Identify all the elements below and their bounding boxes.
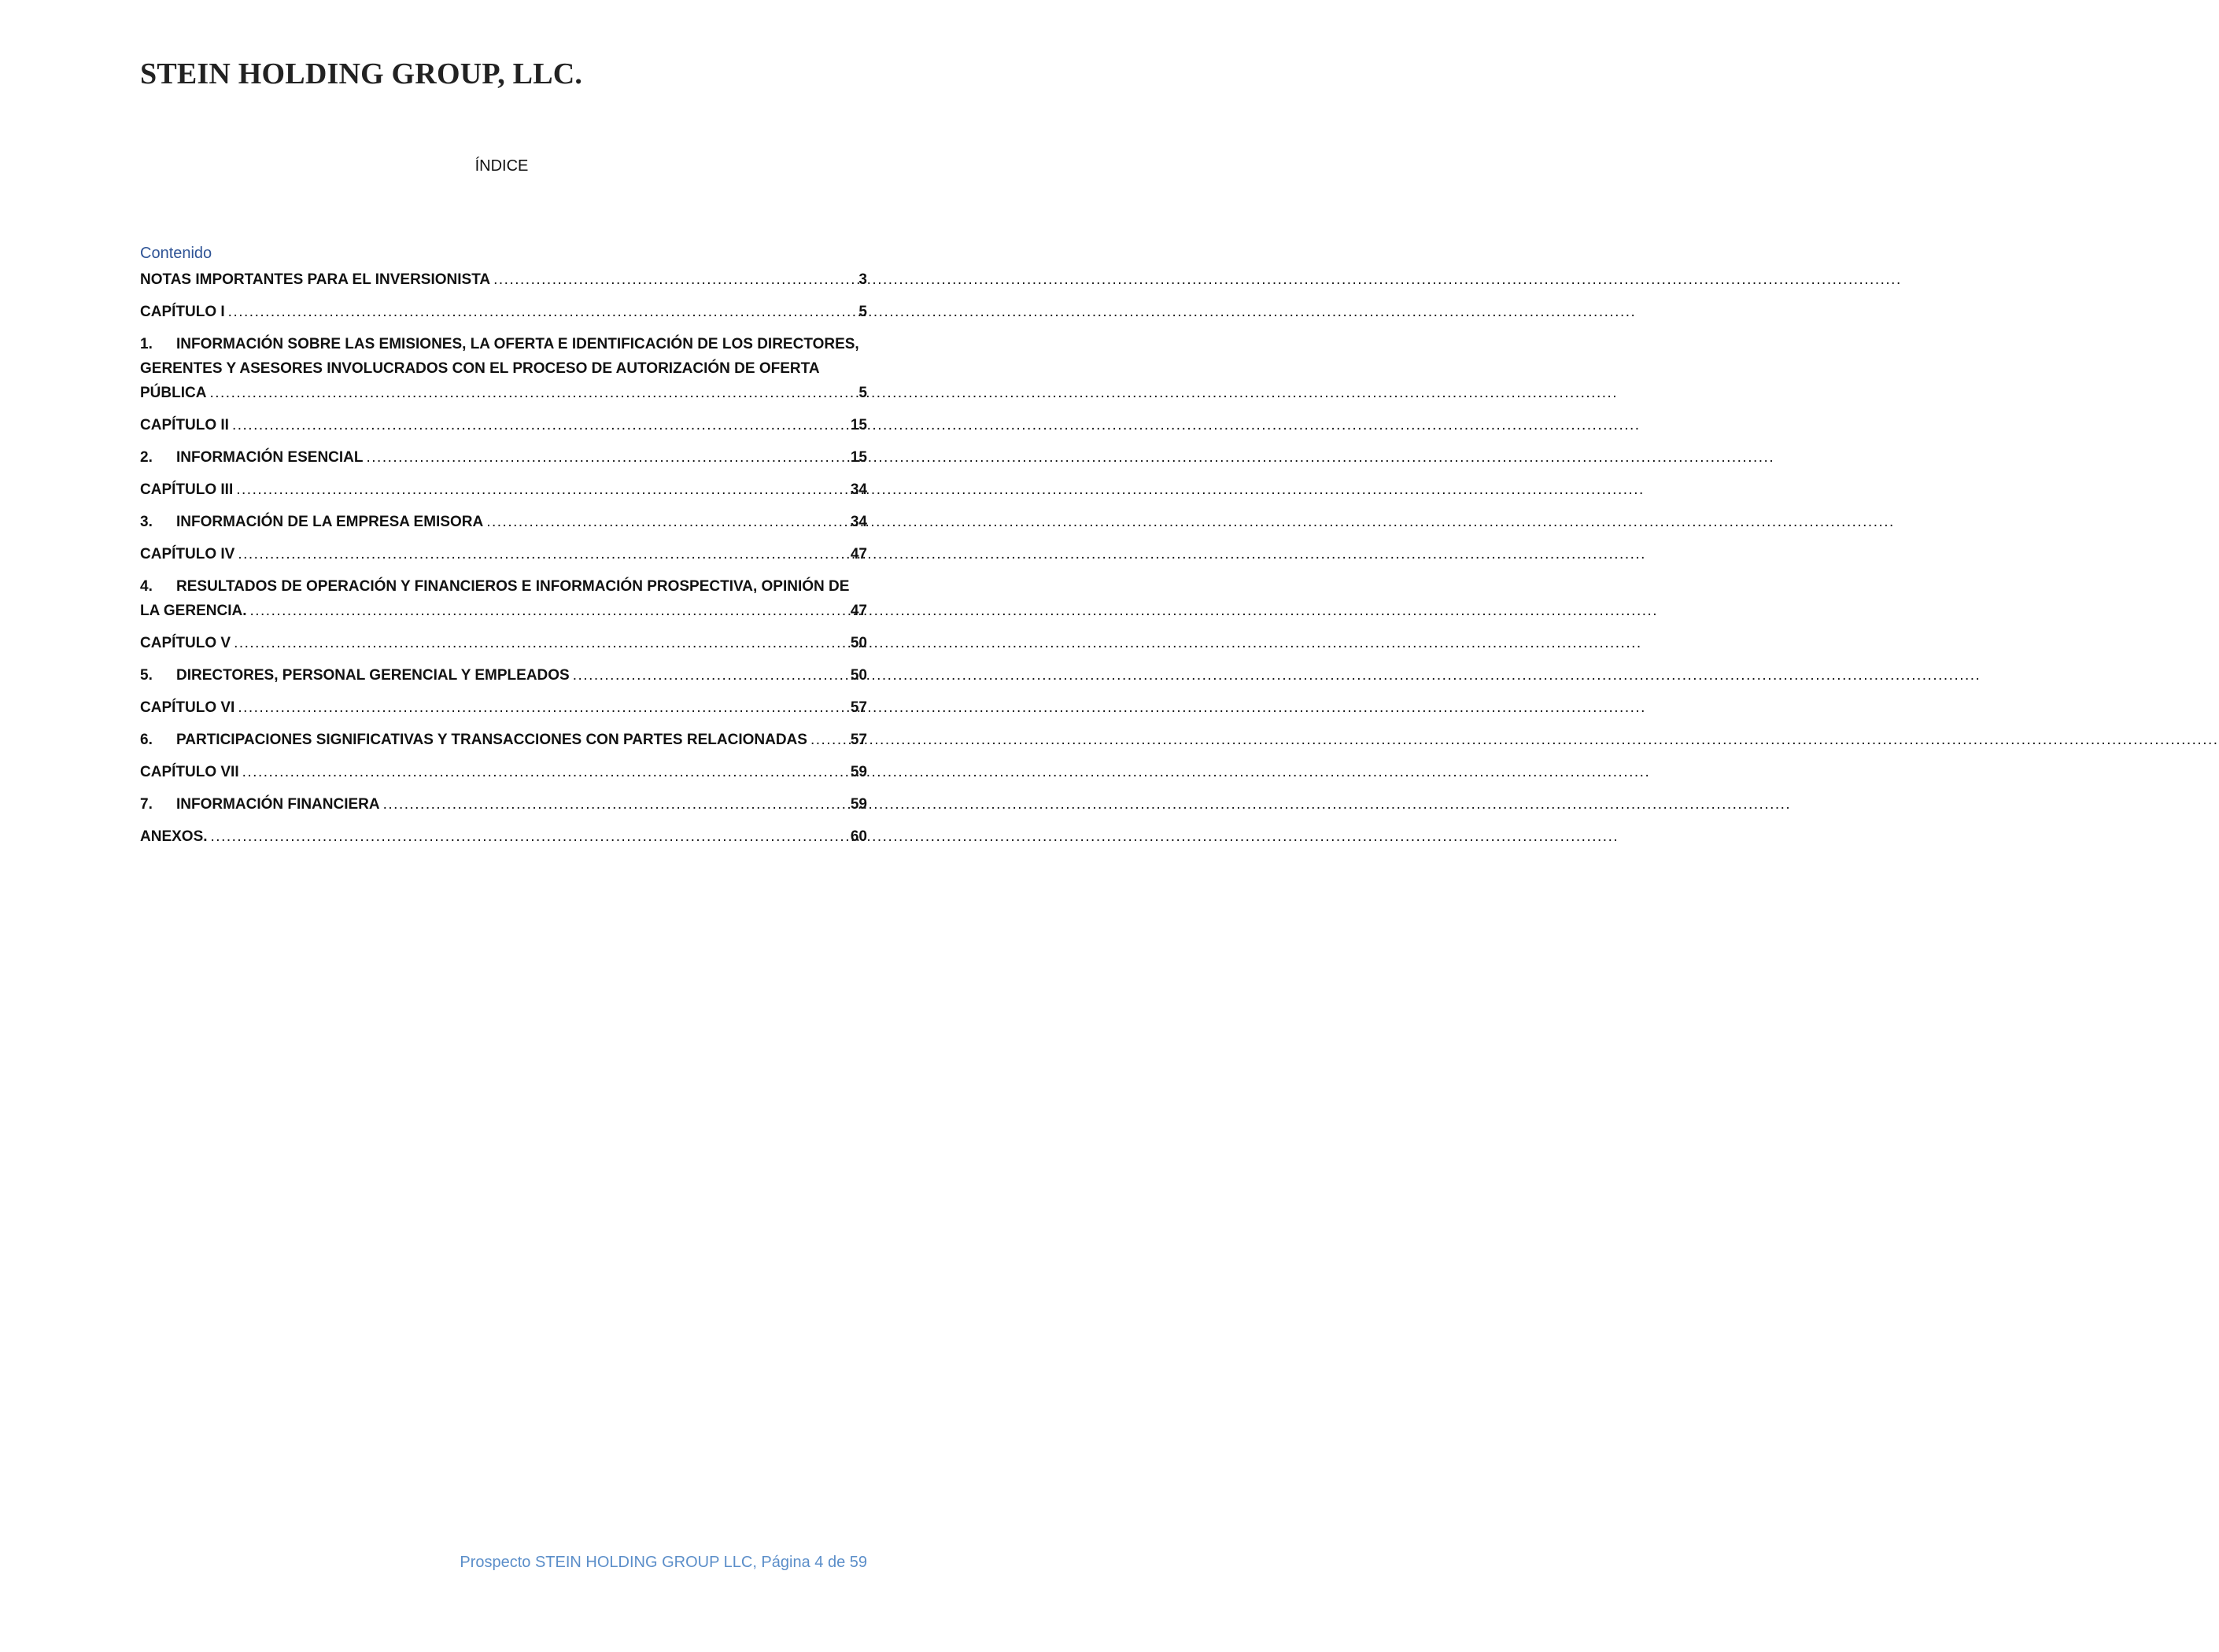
toc-leader-dots <box>383 792 847 817</box>
toc-entry-title: CAPÍTULO II <box>140 417 229 433</box>
toc-entry-capitulo-4[interactable] <box>140 542 867 566</box>
toc-entry-page: 57 <box>850 699 867 716</box>
toc-entry-number: 3. <box>140 514 153 530</box>
toc-entry-capitulo-1[interactable] <box>140 300 867 324</box>
toc-leader-dots <box>493 267 855 292</box>
toc-entry-page: 60 <box>850 828 867 845</box>
toc-entry-title: INFORMACIÓN DE LA EMPRESA EMISORA <box>176 514 484 530</box>
index-heading: ÍNDICE <box>474 157 529 175</box>
toc-entry-page: 50 <box>850 667 867 684</box>
toc-entry-notas[interactable] <box>140 267 867 292</box>
toc-entry-section-1[interactable] <box>140 332 867 405</box>
toc-entry-section-5[interactable] <box>140 663 867 688</box>
toc-entry-title-line: RESULTADOS DE OPERACIÓN Y FINANCIEROS E INFORMACIÓN PROSPECTIVA, OPINIÓN DE <box>176 578 850 595</box>
toc-entry-capitulo-6[interactable] <box>140 695 867 720</box>
toc-entry-title: CAPÍTULO V <box>140 635 231 651</box>
toc-leader-dots <box>810 728 847 752</box>
toc-entry-number: 4. <box>140 578 153 595</box>
toc-entry-page: 47 <box>850 546 867 562</box>
toc-leader-dots <box>236 478 847 502</box>
toc-leader-dots <box>242 760 847 784</box>
toc-entry-title: CAPÍTULO IV <box>140 546 235 562</box>
toc-entry-capitulo-3[interactable] <box>140 478 867 502</box>
toc-entry-capitulo-5[interactable] <box>140 631 867 655</box>
toc-entry-page: 50 <box>850 635 867 651</box>
toc-entry-number: 1. <box>140 336 153 352</box>
toc-leader-dots <box>486 510 847 534</box>
toc-entry-section-6[interactable] <box>140 728 867 752</box>
toc-entry-title: PARTICIPACIONES SIGNIFICATIVAS Y TRANSACCIONES CON PARTES RELACIONADAS <box>176 732 807 748</box>
toc-entry-page: 57 <box>850 732 867 748</box>
toc-leader-dots <box>232 413 847 437</box>
toc-entry-title: ANEXOS. <box>140 828 208 845</box>
toc-leader-dots <box>211 824 847 849</box>
toc-leader-dots <box>238 695 847 720</box>
toc-entry-page: 5 <box>858 304 867 320</box>
toc-entry-title: CAPÍTULO I <box>140 304 225 320</box>
toc-entry-number: 6. <box>140 732 153 748</box>
toc-heading: Contenido <box>140 245 212 262</box>
toc-entry-capitulo-7[interactable] <box>140 760 867 784</box>
toc-entry-page: 34 <box>850 514 867 530</box>
toc-leader-dots <box>234 631 847 655</box>
toc-entry-number: 7. <box>140 796 153 813</box>
toc-entry-title: NOTAS IMPORTANTES PARA EL INVERSIONISTA <box>140 271 491 288</box>
page-footer: Prospecto STEIN HOLDING GROUP LLC, Página 4 de 59 <box>460 1554 867 1571</box>
toc-entry-section-7[interactable] <box>140 792 867 817</box>
toc-entry-page: 15 <box>850 417 867 433</box>
toc-entry-page: 59 <box>850 796 867 813</box>
toc-leader-dots <box>238 542 847 566</box>
toc-leader-dots <box>209 381 855 405</box>
toc-entry-title: CAPÍTULO III <box>140 481 234 498</box>
toc-entry-title: INFORMACIÓN ESENCIAL <box>176 449 364 466</box>
table-of-contents <box>140 267 867 857</box>
toc-entry-title: LA GERENCIA. <box>140 603 247 619</box>
toc-entry-page: 15 <box>850 449 867 466</box>
toc-leader-dots <box>249 599 847 623</box>
toc-entry-page: 5 <box>858 385 867 401</box>
toc-entry-title: DIRECTORES, PERSONAL GERENCIAL Y EMPLEADOS <box>176 667 570 684</box>
toc-leader-dots <box>228 300 856 324</box>
toc-entry-number: 2. <box>140 449 153 466</box>
toc-entry-page: 34 <box>850 481 867 498</box>
toc-entry-title-line: GERENTES Y ASESORES INVOLUCRADOS CON EL PROCESO DE AUTORIZACIÓN DE OFERTA <box>140 360 820 377</box>
toc-entry-anexos[interactable] <box>140 824 867 849</box>
toc-entry-page: 47 <box>850 603 867 619</box>
toc-entry-capitulo-2[interactable] <box>140 413 867 437</box>
toc-entry-page: 3 <box>858 271 867 288</box>
toc-entry-section-2[interactable] <box>140 445 867 470</box>
toc-entry-section-3[interactable] <box>140 510 867 534</box>
toc-entry-title: INFORMACIÓN FINANCIERA <box>176 796 380 813</box>
toc-entry-title: CAPÍTULO VII <box>140 764 239 780</box>
toc-entry-title: CAPÍTULO VI <box>140 699 235 716</box>
toc-entry-number: 5. <box>140 667 153 684</box>
toc-entry-title-line: INFORMACIÓN SOBRE LAS EMISIONES, LA OFERTA E IDENTIFICACIÓN DE LOS DIRECTORES, <box>176 336 859 352</box>
toc-entry-title: PÚBLICA <box>140 385 207 401</box>
toc-entry-page: 59 <box>850 764 867 780</box>
company-title: STEIN HOLDING GROUP, LLC. <box>140 57 583 90</box>
toc-leader-dots <box>367 445 847 470</box>
toc-entry-section-4[interactable] <box>140 574 867 623</box>
toc-leader-dots <box>573 663 847 688</box>
